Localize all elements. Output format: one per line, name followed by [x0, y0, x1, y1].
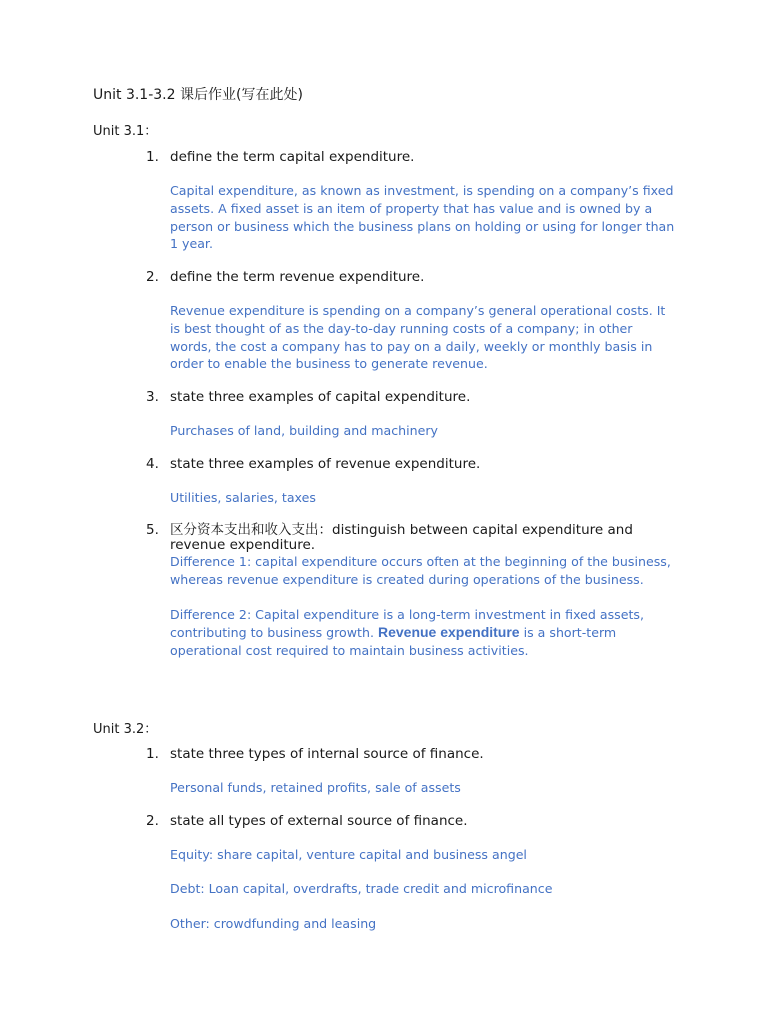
unit-3-2-question-2: [146, 813, 676, 830]
question-number: 5.: [146, 522, 159, 538]
unit-3-2-heading: Unit 3.2：: [93, 722, 158, 737]
unit-3-2-answer-2-other: Other: crowdfunding and leasing: [170, 916, 377, 931]
question-number: 1.: [146, 746, 159, 762]
unit-3-1-question-5: [146, 523, 676, 553]
unit-3-1-question-4: [146, 456, 676, 473]
unit-3-1-answer-4: Utilities, salaries, taxes: [170, 490, 316, 505]
question-text: define the term revenue expenditure.: [170, 269, 425, 285]
unit-3-1-heading: Unit 3.1：: [93, 124, 158, 139]
question-text: 区分资本支出和收入支出：distinguish between capital expenditure and revenue expenditure.: [170, 522, 633, 553]
unit-3-1-answer-5-difference-2: [170, 606, 675, 659]
question-text: state three types of internal source of finance.: [170, 746, 484, 762]
unit-3-1-answer-2: Revenue expenditure is spending on a company’s general operational costs. It is best thought of as the day-to-day running costs of a company; in other words, the cost a company has to pay on a daily, weekly or monthly basis in order to enable the business to generate revenue.: [170, 303, 666, 372]
unit-3-2-question-1: [146, 746, 676, 763]
unit-3-2-answer-1: Personal funds, retained profits, sale of assets: [170, 780, 461, 795]
question-number: 3.: [146, 389, 159, 405]
unit-3-1-question-2: [146, 269, 676, 286]
question-text: state all types of external source of finance.: [170, 813, 468, 829]
document-title: Unit 3.1-3.2 课后作业(写在此处): [93, 87, 303, 103]
unit-3-2-answer-2-debt: Debt: Loan capital, overdrafts, trade credit and microfinance: [170, 881, 553, 896]
answer-text: Difference 2: Capital expenditure is a long-term investment in fixed assets, contributing to business growth.: [170, 607, 644, 640]
question-number: 2.: [146, 813, 159, 829]
question-text: state three examples of capital expenditure.: [170, 389, 471, 405]
unit-3-1-question-1: [146, 149, 676, 166]
question-number: 4.: [146, 456, 159, 472]
question-text: define the term capital expenditure.: [170, 149, 415, 165]
unit-3-2-answer-2-equity: Equity: share capital, venture capital and business angel: [170, 847, 527, 862]
answer-text: is a short-term operational cost required to maintain business activities.: [170, 624, 617, 658]
unit-3-1-question-3: [146, 389, 676, 406]
question-number: 2.: [146, 269, 159, 285]
question-text: state three examples of revenue expenditure.: [170, 456, 481, 472]
unit-3-1-answer-1: Capital expenditure, as known as investment, is spending on a company’s fixed assets. A fixed asset is an item of property that has value and is owned by a person or business which the business plans on holding or using for longer than 1 year.: [170, 183, 675, 252]
answer-emphasis: Revenue expenditure: [377, 623, 520, 640]
unit-3-1-answer-5-difference-1: Difference 1: capital expenditure occurs often at the beginning of the business, whereas revenue expenditure is created during operations of the business.: [170, 554, 671, 587]
unit-3-1-answer-3: Purchases of land, building and machinery: [170, 423, 438, 438]
question-number: 1.: [146, 149, 159, 165]
